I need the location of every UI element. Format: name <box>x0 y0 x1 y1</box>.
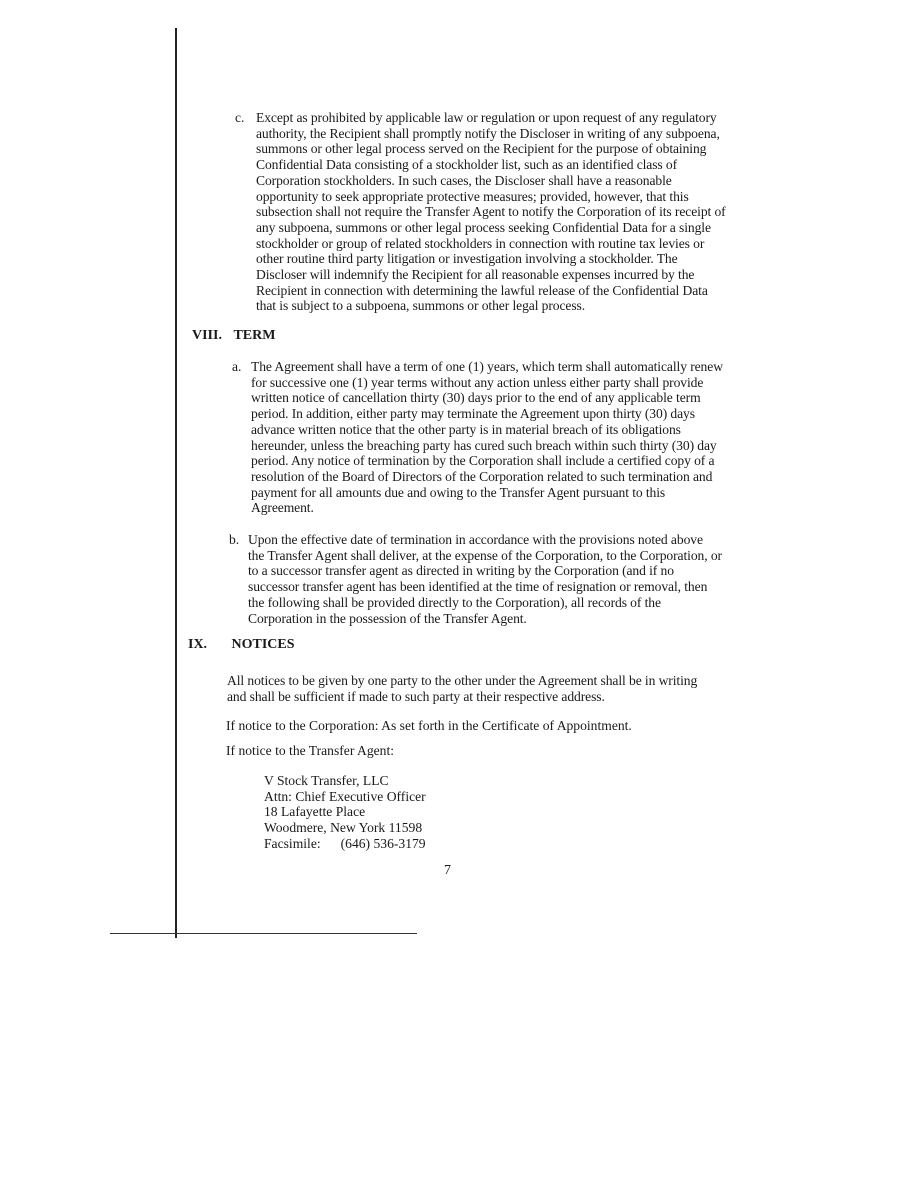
bottom-rule <box>110 933 417 934</box>
transfer-agent-notice-text: If notice to the Transfer Agent: <box>226 743 395 758</box>
section-viii-title: TERM <box>233 328 276 343</box>
section-viii-item-a-text: The Agreement shall have a term of one (1) years, which term shall automatically renew for successive one (1) year terms without any action unless either party shall provide written notice of cancellation thirty (30) days prior to the end of any applicable term period. In addition, either party may terminate the Agreement upon thirty (30) days advance written notice that the other party is in material breach of its obligations hereunder, unless the breaching party has cured such breach within such thirty (30) day period. Any notice of termination by the Corporation shall include a certified copy of a resolution of the Board of Directors of the Corporation related to such termination and payment for all amounts due and owing to the Transfer Agent pursuant to this Agreement. <box>251 359 723 516</box>
corporation-notice-text: If notice to the Corporation: As set forth in the Certificate of Appointment. <box>226 718 632 733</box>
notices-intro-text: All notices to be given by one party to the other under the Agreement shall be in writing and shall be sufficient if made to such party at their respective address. <box>227 673 698 704</box>
item-marker-a: a. <box>232 359 242 374</box>
address-fax <box>264 836 426 852</box>
address-street: 18 Lafayette Place <box>264 804 366 820</box>
section-ix-title: NOTICES <box>231 637 295 652</box>
item-marker-c: c. <box>235 110 245 125</box>
fax-number: (646) 536-3179 <box>340 835 426 851</box>
section-viii-heading <box>192 328 275 344</box>
address-name: V Stock Transfer, LLC <box>264 773 389 788</box>
transfer-agent-address <box>264 773 426 852</box>
section-ix-number: IX. <box>188 637 208 652</box>
section-vii-item-c-text: Except as prohibited by applicable law or regulation or upon request of any regulatory authority, the Recipient shall promptly notify the Discloser in writing of any subpoena, summons or other legal process served on the Recipient for the purpose of obtaining Confidential Data consisting of a stockholder list, such as an identified class of Corporation stockholders. In such cases, the Discloser shall have a reasonable opportunity to seek appropriate protective measures; provided, however, that this subsection shall not require the Transfer Agent to notify the Corporation of its receipt of any subpoena, summons or other legal process seeking Confidential Data for a single stockholder or group of related stockholders in connection with routine tax levies or other routine third party litigation or investigation involving a stockholder. The Discloser will indemnify the Recipient for all reasonable expenses incurred by the Recipient in connection with determining the lawful release of the Confidential Data that is subject to a subpoena, summons or other legal process. <box>256 110 726 314</box>
section-ix-heading <box>188 637 295 653</box>
section-viii-item-b-text: Upon the effective date of termination in accordance with the provisions noted above the Transfer Agent shall deliver, at the expense of the Corporation, to the Corporation, or to a successor transfer agent as directed in writing by the Corporation (and if no successor transfer agent has been identified at the time of resignation or removal, then the following shall be provided directly to the Corporation), all records of the Corporation in the possession of the Transfer Agent. <box>248 532 722 626</box>
left-margin-rule <box>175 28 177 938</box>
address-city: Woodmere, New York 11598 <box>264 820 423 836</box>
page-number: 7 <box>444 863 451 878</box>
address-attn: Attn: Chief Executive Officer <box>264 788 426 804</box>
item-marker-b: b. <box>229 532 240 547</box>
fax-label: Facsimile: <box>264 835 321 851</box>
section-viii-number: VIII. <box>192 328 222 343</box>
